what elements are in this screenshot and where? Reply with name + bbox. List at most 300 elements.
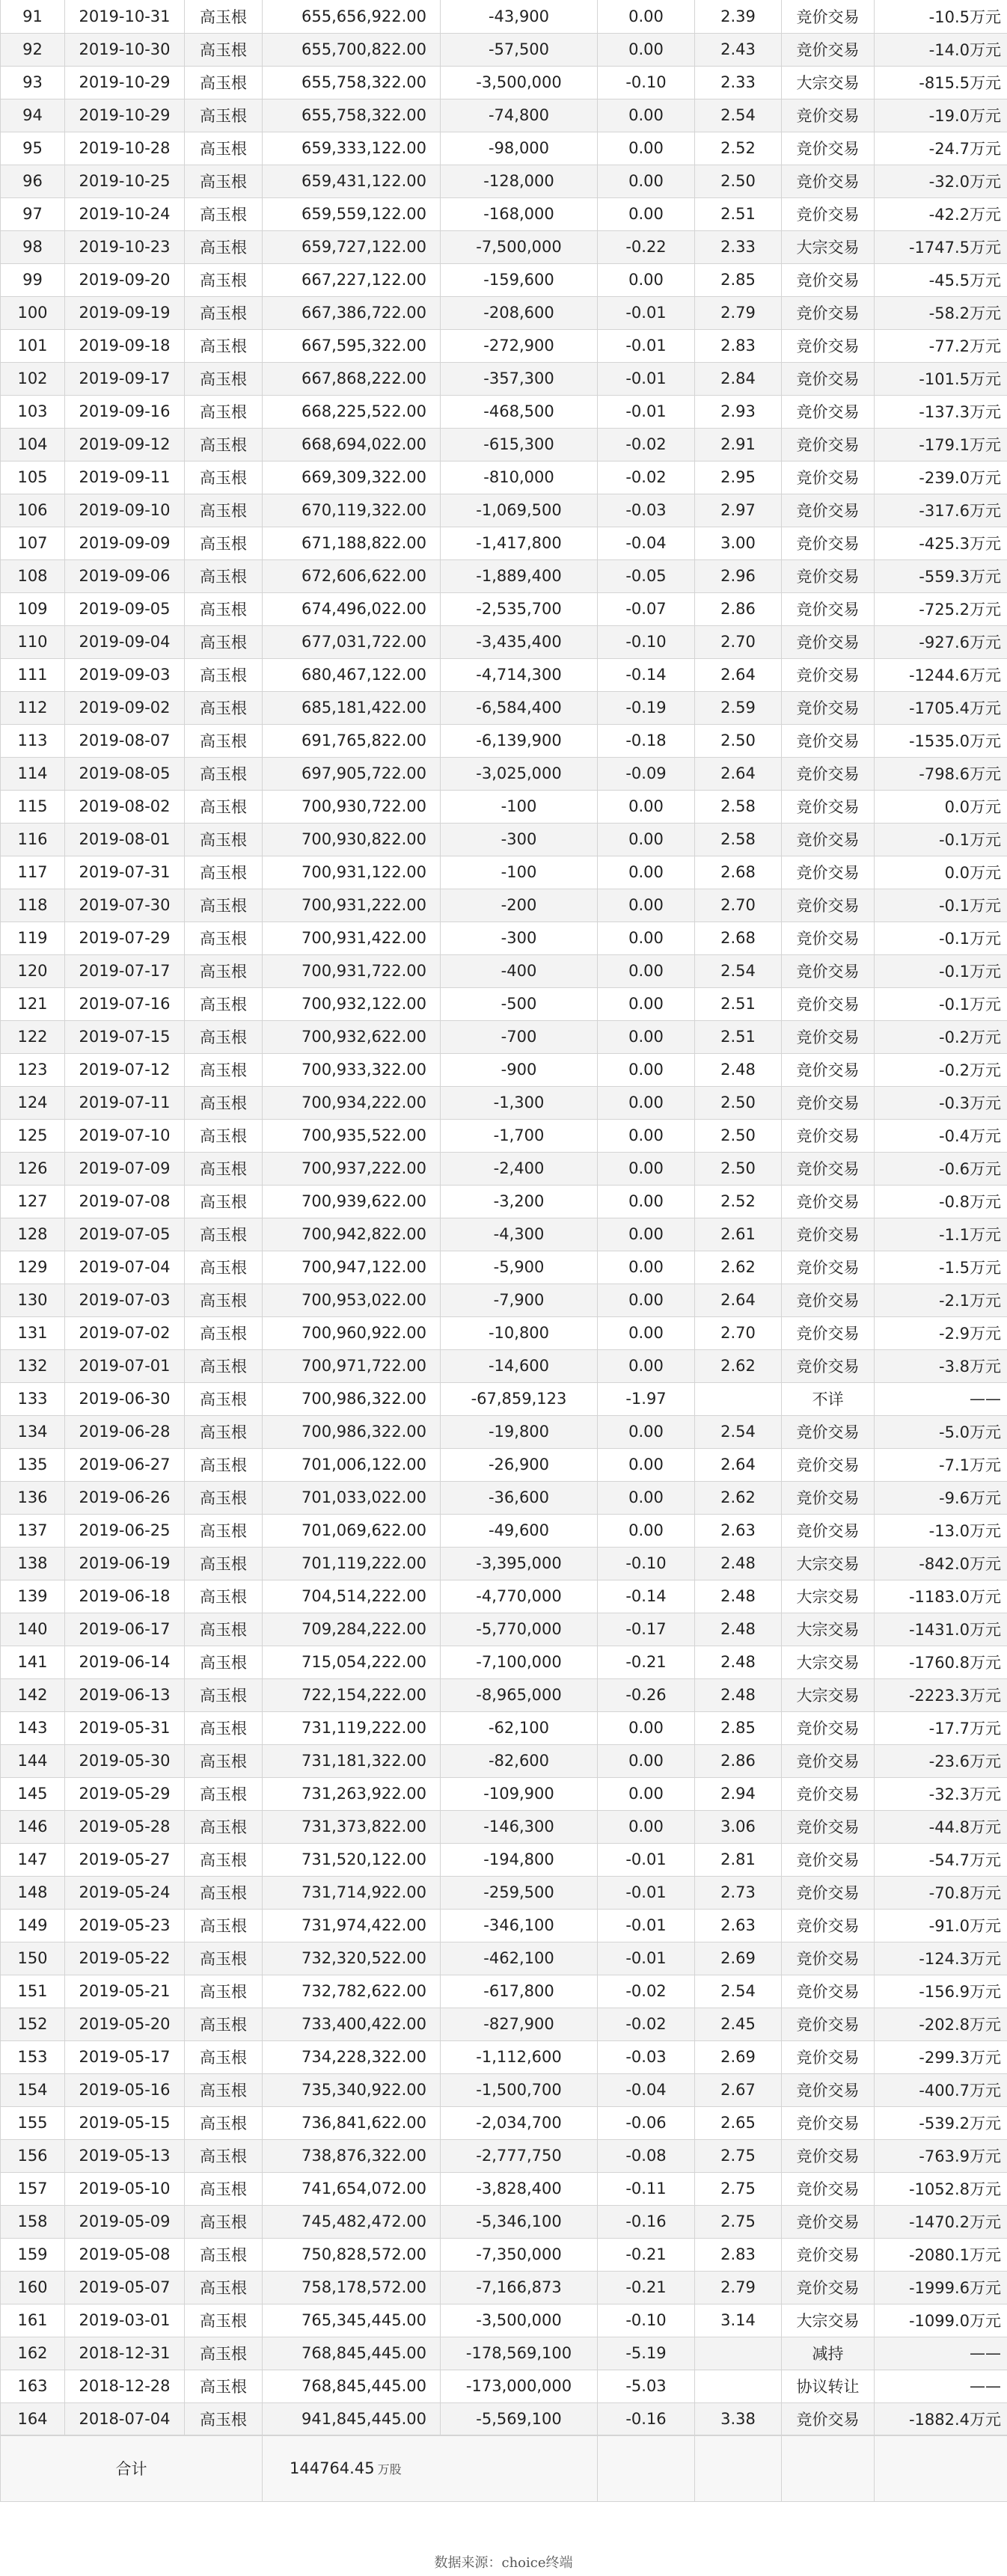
shares-after-change: 731,373,822.00	[263, 1810, 441, 1843]
change-amount: -400	[441, 954, 598, 987]
change-ratio: -0.21	[598, 2271, 695, 2304]
change-amount: -98,000	[441, 132, 598, 165]
change-amount: -74,800	[441, 99, 598, 132]
change-method: 大宗交易	[782, 1678, 875, 1711]
row-index: 148	[1, 1876, 65, 1909]
change-amount: -5,900	[441, 1251, 598, 1284]
change-method: 竞价交易	[782, 1053, 875, 1086]
change-method: 竞价交易	[782, 428, 875, 461]
row-index: 103	[1, 395, 65, 428]
avg-price: 2.67	[695, 2073, 782, 2106]
change-date: 2019-05-07	[65, 2271, 185, 2304]
change-ratio: 0.00	[598, 1284, 695, 1316]
change-date: 2019-09-18	[65, 329, 185, 362]
avg-price: 3.14	[695, 2304, 782, 2337]
table-row	[1, 1514, 1007, 1547]
shareholder-name: 高玉根	[185, 1185, 263, 1218]
change-value: -400.7万元	[875, 2073, 1007, 2106]
change-method: 竞价交易	[782, 1284, 875, 1316]
summary-empty-cell	[598, 2435, 695, 2501]
shareholder-name: 高玉根	[185, 987, 263, 1020]
change-ratio: 0.00	[598, 33, 695, 66]
table-row	[1, 1942, 1007, 1975]
change-date: 2019-09-10	[65, 494, 185, 527]
shareholder-name: 高玉根	[185, 889, 263, 921]
change-method: 大宗交易	[782, 1646, 875, 1678]
change-value: -77.2万元	[875, 329, 1007, 362]
avg-price: 2.54	[695, 1975, 782, 2008]
change-value: ——	[875, 1382, 1007, 1415]
change-method: 竞价交易	[782, 2205, 875, 2238]
row-index: 111	[1, 658, 65, 691]
avg-price: 2.62	[695, 1481, 782, 1514]
change-ratio: -0.01	[598, 362, 695, 395]
row-index: 154	[1, 2073, 65, 2106]
shareholder-name: 高玉根	[185, 1711, 263, 1744]
change-method: 竞价交易	[782, 395, 875, 428]
change-value: -842.0万元	[875, 1547, 1007, 1580]
avg-price: 2.75	[695, 2139, 782, 2172]
change-amount: -67,859,123	[441, 1382, 598, 1415]
change-method: 竞价交易	[782, 2402, 875, 2435]
shareholder-name: 高玉根	[185, 461, 263, 494]
row-index: 94	[1, 99, 65, 132]
change-amount: -57,500	[441, 33, 598, 66]
avg-price: 2.33	[695, 230, 782, 263]
change-ratio: -0.18	[598, 724, 695, 757]
shareholder-name: 高玉根	[185, 856, 263, 889]
shares-after-change: 674,496,022.00	[263, 592, 441, 625]
row-index: 91	[1, 0, 65, 33]
change-value: -725.2万元	[875, 592, 1007, 625]
change-amount: -468,500	[441, 395, 598, 428]
change-amount: -3,500,000	[441, 2304, 598, 2337]
change-method: 竞价交易	[782, 527, 875, 559]
row-index: 96	[1, 165, 65, 197]
change-value: -101.5万元	[875, 362, 1007, 395]
change-date: 2019-09-04	[65, 625, 185, 658]
change-ratio: 0.00	[598, 1744, 695, 1777]
change-method: 大宗交易	[782, 1580, 875, 1613]
shareholder-name: 高玉根	[185, 1448, 263, 1481]
change-ratio: -0.09	[598, 757, 695, 790]
table-row	[1, 2106, 1007, 2139]
row-index: 93	[1, 66, 65, 99]
change-amount: -49,600	[441, 1514, 598, 1547]
shares-after-change: 731,714,922.00	[263, 1876, 441, 1909]
change-ratio: -0.11	[598, 2172, 695, 2205]
table-row	[1, 1744, 1007, 1777]
change-method: 竞价交易	[782, 2238, 875, 2271]
table-row	[1, 33, 1007, 66]
row-index: 163	[1, 2370, 65, 2402]
shareholder-name: 高玉根	[185, 2337, 263, 2370]
change-date: 2019-06-26	[65, 1481, 185, 1514]
change-value: 0.0万元	[875, 790, 1007, 823]
change-method: 竞价交易	[782, 2271, 875, 2304]
change-value: -0.1万元	[875, 921, 1007, 954]
avg-price	[695, 2370, 782, 2402]
shareholder-name: 高玉根	[185, 0, 263, 33]
change-value: -0.4万元	[875, 1119, 1007, 1152]
row-index: 112	[1, 691, 65, 724]
change-method: 竞价交易	[782, 263, 875, 296]
change-amount: -36,600	[441, 1481, 598, 1514]
shareholder-name: 高玉根	[185, 559, 263, 592]
change-amount: -109,900	[441, 1777, 598, 1810]
shareholder-name: 高玉根	[185, 1251, 263, 1284]
change-date: 2019-07-03	[65, 1284, 185, 1316]
shares-after-change: 733,400,422.00	[263, 2008, 441, 2040]
change-amount: -4,770,000	[441, 1580, 598, 1613]
row-index: 136	[1, 1481, 65, 1514]
change-value: -156.9万元	[875, 1975, 1007, 2008]
table-row	[1, 856, 1007, 889]
table-row	[1, 691, 1007, 724]
shares-after-change: 704,514,222.00	[263, 1580, 441, 1613]
row-index: 110	[1, 625, 65, 658]
avg-price: 2.85	[695, 263, 782, 296]
change-date: 2019-10-25	[65, 165, 185, 197]
shareholder-name: 高玉根	[185, 1975, 263, 2008]
shares-after-change: 680,467,122.00	[263, 658, 441, 691]
change-amount: -159,600	[441, 263, 598, 296]
row-index: 143	[1, 1711, 65, 1744]
shares-after-change: 735,340,922.00	[263, 2073, 441, 2106]
row-index: 134	[1, 1415, 65, 1448]
change-method: 竞价交易	[782, 823, 875, 856]
table-row	[1, 1580, 1007, 1613]
change-value: 0.0万元	[875, 856, 1007, 889]
change-value: -91.0万元	[875, 1909, 1007, 1942]
shares-after-change: 691,765,822.00	[263, 724, 441, 757]
change-amount: -462,100	[441, 1942, 598, 1975]
row-index: 130	[1, 1284, 65, 1316]
change-date: 2019-08-01	[65, 823, 185, 856]
change-amount: -2,777,750	[441, 2139, 598, 2172]
change-ratio: 0.00	[598, 1020, 695, 1053]
row-index: 141	[1, 1646, 65, 1678]
change-value: -54.7万元	[875, 1843, 1007, 1876]
change-date: 2019-03-01	[65, 2304, 185, 2337]
change-ratio: 0.00	[598, 1185, 695, 1218]
row-index: 151	[1, 1975, 65, 2008]
change-value: -1747.5万元	[875, 230, 1007, 263]
change-amount: -26,900	[441, 1448, 598, 1481]
change-amount: -128,000	[441, 165, 598, 197]
change-value: -0.1万元	[875, 954, 1007, 987]
avg-price: 2.50	[695, 1119, 782, 1152]
avg-price: 2.51	[695, 1020, 782, 1053]
avg-price: 2.70	[695, 889, 782, 921]
table-row	[1, 1876, 1007, 1909]
change-date: 2019-10-31	[65, 0, 185, 33]
change-amount: -272,900	[441, 329, 598, 362]
change-method: 竞价交易	[782, 1119, 875, 1152]
avg-price: 2.62	[695, 1349, 782, 1382]
shares-after-change: 672,606,622.00	[263, 559, 441, 592]
change-amount: -1,700	[441, 1119, 598, 1152]
change-amount: -3,395,000	[441, 1547, 598, 1580]
avg-price: 2.48	[695, 1646, 782, 1678]
change-date: 2019-05-24	[65, 1876, 185, 1909]
shares-after-change: 667,386,722.00	[263, 296, 441, 329]
change-date: 2019-07-12	[65, 1053, 185, 1086]
avg-price: 2.83	[695, 2238, 782, 2271]
change-value: -24.7万元	[875, 132, 1007, 165]
change-value: -44.8万元	[875, 1810, 1007, 1843]
change-amount: -300	[441, 921, 598, 954]
change-date: 2019-06-30	[65, 1382, 185, 1415]
change-date: 2018-12-31	[65, 2337, 185, 2370]
change-method: 竞价交易	[782, 1843, 875, 1876]
change-ratio: -0.10	[598, 625, 695, 658]
change-date: 2019-09-09	[65, 527, 185, 559]
change-method: 竞价交易	[782, 132, 875, 165]
avg-price: 2.83	[695, 329, 782, 362]
shareholder-name: 高玉根	[185, 494, 263, 527]
change-date: 2019-07-16	[65, 987, 185, 1020]
change-value: -0.2万元	[875, 1020, 1007, 1053]
shares-after-change: 741,654,072.00	[263, 2172, 441, 2205]
change-ratio: -0.01	[598, 1876, 695, 1909]
change-ratio: 0.00	[598, 1152, 695, 1185]
change-value: -539.2万元	[875, 2106, 1007, 2139]
change-date: 2018-07-04	[65, 2402, 185, 2435]
avg-price: 3.06	[695, 1810, 782, 1843]
change-date: 2019-10-30	[65, 33, 185, 66]
change-method: 竞价交易	[782, 197, 875, 230]
change-date: 2019-05-15	[65, 2106, 185, 2139]
change-date: 2019-07-29	[65, 921, 185, 954]
table-row	[1, 1678, 1007, 1711]
shareholder-name: 高玉根	[185, 197, 263, 230]
change-amount: -7,100,000	[441, 1646, 598, 1678]
change-date: 2019-05-27	[65, 1843, 185, 1876]
change-ratio: -0.01	[598, 296, 695, 329]
change-amount: -178,569,100	[441, 2337, 598, 2370]
shareholder-name: 高玉根	[185, 2304, 263, 2337]
row-index: 156	[1, 2139, 65, 2172]
change-amount: -2,535,700	[441, 592, 598, 625]
change-method: 竞价交易	[782, 691, 875, 724]
change-ratio: 0.00	[598, 987, 695, 1020]
shares-after-change: 765,345,445.00	[263, 2304, 441, 2337]
change-method: 大宗交易	[782, 66, 875, 99]
shareholder-name: 高玉根	[185, 954, 263, 987]
avg-price: 2.63	[695, 1909, 782, 1942]
row-index: 104	[1, 428, 65, 461]
change-value: -10.5万元	[875, 0, 1007, 33]
shares-after-change: 700,931,422.00	[263, 921, 441, 954]
summary-empty-cell	[695, 2435, 782, 2501]
change-method: 竞价交易	[782, 2073, 875, 2106]
avg-price: 2.75	[695, 2172, 782, 2205]
change-method: 竞价交易	[782, 2008, 875, 2040]
change-ratio: -0.01	[598, 1843, 695, 1876]
table-row	[1, 954, 1007, 987]
table-row	[1, 461, 1007, 494]
row-index: 127	[1, 1185, 65, 1218]
change-amount: -43,900	[441, 0, 598, 33]
change-ratio: 0.00	[598, 1481, 695, 1514]
change-amount: -146,300	[441, 1810, 598, 1843]
shares-after-change: 700,933,322.00	[263, 1053, 441, 1086]
change-value: -5.0万元	[875, 1415, 1007, 1448]
change-method: 竞价交易	[782, 362, 875, 395]
change-amount: -8,965,000	[441, 1678, 598, 1711]
change-amount: -810,000	[441, 461, 598, 494]
change-date: 2019-05-21	[65, 1975, 185, 2008]
change-method: 竞价交易	[782, 1481, 875, 1514]
shareholder-name: 高玉根	[185, 823, 263, 856]
change-value: -299.3万元	[875, 2040, 1007, 2073]
shares-after-change: 700,932,122.00	[263, 987, 441, 1020]
change-date: 2019-06-19	[65, 1547, 185, 1580]
change-method: 竞价交易	[782, 2139, 875, 2172]
change-date: 2019-05-20	[65, 2008, 185, 2040]
change-ratio: -0.22	[598, 230, 695, 263]
change-value: -1244.6万元	[875, 658, 1007, 691]
row-index: 135	[1, 1448, 65, 1481]
change-value: -14.0万元	[875, 33, 1007, 66]
change-ratio: -0.14	[598, 658, 695, 691]
avg-price: 2.96	[695, 559, 782, 592]
change-ratio: -0.08	[598, 2139, 695, 2172]
shareholder-name: 高玉根	[185, 1119, 263, 1152]
avg-price: 2.63	[695, 1514, 782, 1547]
change-value: -179.1万元	[875, 428, 1007, 461]
table-row	[1, 494, 1007, 527]
table-row	[1, 1975, 1007, 2008]
avg-price: 2.48	[695, 1053, 782, 1086]
shares-after-change: 700,931,222.00	[263, 889, 441, 921]
shares-after-change: 736,841,622.00	[263, 2106, 441, 2139]
change-date: 2019-05-09	[65, 2205, 185, 2238]
change-ratio: 0.00	[598, 197, 695, 230]
change-ratio: -0.03	[598, 494, 695, 527]
change-amount: -7,166,873	[441, 2271, 598, 2304]
change-amount: -5,569,100	[441, 2402, 598, 2435]
change-ratio: -5.19	[598, 2337, 695, 2370]
change-value: -42.2万元	[875, 197, 1007, 230]
change-date: 2019-05-13	[65, 2139, 185, 2172]
change-amount: -208,600	[441, 296, 598, 329]
change-value: -202.8万元	[875, 2008, 1007, 2040]
change-method: 竞价交易	[782, 1711, 875, 1744]
change-amount: -1,889,400	[441, 559, 598, 592]
change-method: 竞价交易	[782, 1909, 875, 1942]
change-date: 2019-07-09	[65, 1152, 185, 1185]
change-ratio: -0.19	[598, 691, 695, 724]
change-amount: -500	[441, 987, 598, 1020]
row-index: 120	[1, 954, 65, 987]
shares-after-change: 700,931,722.00	[263, 954, 441, 987]
change-date: 2019-09-03	[65, 658, 185, 691]
table-row	[1, 2073, 1007, 2106]
change-date: 2019-09-16	[65, 395, 185, 428]
change-value: -32.3万元	[875, 1777, 1007, 1810]
row-index: 164	[1, 2402, 65, 2435]
change-method: 竞价交易	[782, 921, 875, 954]
row-index: 119	[1, 921, 65, 954]
shareholder-name: 高玉根	[185, 428, 263, 461]
change-ratio: 0.00	[598, 1349, 695, 1382]
change-date: 2019-09-17	[65, 362, 185, 395]
summary-row	[1, 2435, 1007, 2501]
table-row	[1, 1251, 1007, 1284]
shareholder-name: 高玉根	[185, 592, 263, 625]
change-amount: -5,346,100	[441, 2205, 598, 2238]
change-method: 竞价交易	[782, 559, 875, 592]
change-amount: -4,300	[441, 1218, 598, 1251]
row-index: 113	[1, 724, 65, 757]
table-row	[1, 99, 1007, 132]
shares-after-change: 659,333,122.00	[263, 132, 441, 165]
avg-price: 2.62	[695, 1251, 782, 1284]
avg-price: 2.91	[695, 428, 782, 461]
change-ratio: -0.16	[598, 2402, 695, 2435]
avg-price: 2.58	[695, 790, 782, 823]
change-method: 竞价交易	[782, 1744, 875, 1777]
change-amount: -3,025,000	[441, 757, 598, 790]
shares-after-change: 671,188,822.00	[263, 527, 441, 559]
change-amount: -1,112,600	[441, 2040, 598, 2073]
row-index: 131	[1, 1316, 65, 1349]
change-method: 竞价交易	[782, 1086, 875, 1119]
shareholder-name: 高玉根	[185, 395, 263, 428]
avg-price: 2.64	[695, 1448, 782, 1481]
change-date: 2019-06-17	[65, 1613, 185, 1646]
change-date: 2019-06-14	[65, 1646, 185, 1678]
change-date: 2019-07-10	[65, 1119, 185, 1152]
change-method: 竞价交易	[782, 592, 875, 625]
row-index: 152	[1, 2008, 65, 2040]
table-row	[1, 1909, 1007, 1942]
table-row	[1, 625, 1007, 658]
avg-price: 2.95	[695, 461, 782, 494]
avg-price: 2.68	[695, 856, 782, 889]
change-value: -763.9万元	[875, 2139, 1007, 2172]
row-index: 105	[1, 461, 65, 494]
change-amount: -615,300	[441, 428, 598, 461]
change-date: 2019-09-05	[65, 592, 185, 625]
change-date: 2019-08-07	[65, 724, 185, 757]
change-value: -1.5万元	[875, 1251, 1007, 1284]
row-index: 109	[1, 592, 65, 625]
change-ratio: -0.16	[598, 2205, 695, 2238]
change-value: -815.5万元	[875, 66, 1007, 99]
avg-price: 2.52	[695, 132, 782, 165]
row-index: 108	[1, 559, 65, 592]
shareholder-name: 高玉根	[185, 2040, 263, 2073]
row-index: 100	[1, 296, 65, 329]
avg-price: 2.54	[695, 1415, 782, 1448]
avg-price: 2.54	[695, 99, 782, 132]
change-amount: -10,800	[441, 1316, 598, 1349]
change-date: 2019-05-22	[65, 1942, 185, 1975]
change-ratio: -0.14	[598, 1580, 695, 1613]
change-method: 竞价交易	[782, 1514, 875, 1547]
change-amount: -7,500,000	[441, 230, 598, 263]
avg-price: 2.93	[695, 395, 782, 428]
avg-price: 2.43	[695, 33, 782, 66]
shares-after-change: 677,031,722.00	[263, 625, 441, 658]
change-date: 2019-10-28	[65, 132, 185, 165]
change-value: -58.2万元	[875, 296, 1007, 329]
change-ratio: 0.00	[598, 99, 695, 132]
change-value: -1.1万元	[875, 1218, 1007, 1251]
